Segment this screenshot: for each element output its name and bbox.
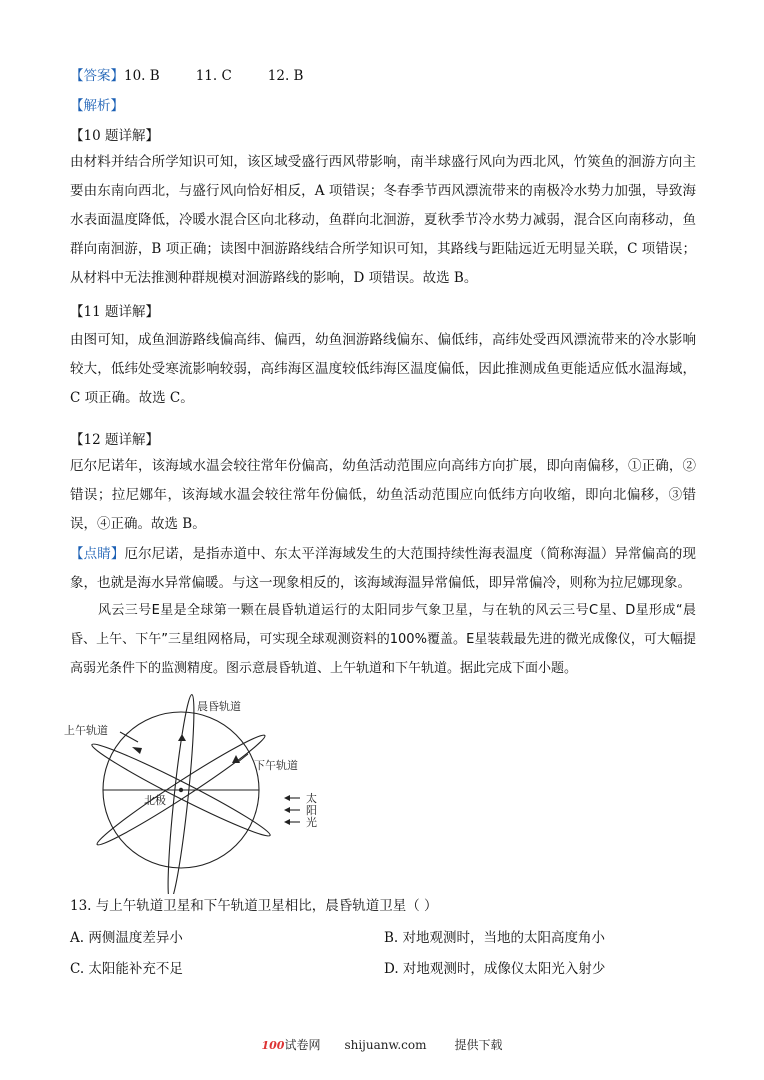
material-paragraph: 风云三号E星是全球第一颗在晨昏轨道运行的太阳同步气象卫星，与在轨的风云三号C星、D星形成“晨昏、上午、下午”三星组网格局，可实现全球观测资料的100%覆盖。E星装载最先进的微光成像仪，可大幅提高弱光条件下的监测精度。图示意晨昏轨道、上午轨道和下午轨道。据此完成下面小题。 [70,603,696,676]
q11-explanation: 由图可知，成鱼洄游路线偏高纬、偏西，幼鱼洄游路线偏东、偏低纬，高纬处受西风漂流带来的冷水影响较大，低纬处受寒流影响较弱，高纬海区温度较低纬海区温度偏低，因此推测成鱼更能适应低水温海域，C 项正确。故选 C。 [70,332,696,406]
dawn-dusk-orbit-arrow [178,734,186,741]
north-pole-dot [179,788,183,792]
q12-explanation: 厄尔尼诺年，该海域水温会较往常年份偏高，幼鱼活动范围应向高纬方向扩展，即向南偏移，①正确，②错误；拉尼娜年，该海域水温会较往常年份偏低，幼鱼活动范围应向低纬方向收缩，即向北偏移，③错误，④正确。故选 B。 [70,458,696,532]
label-sunlight-3: 光 [306,816,317,829]
footer-download: 提供下载 [454,1038,503,1052]
q13-option-a[interactable]: A. 两侧温度差异小 [70,930,183,946]
sun-arrowhead-3 [284,819,290,825]
q13-option-c[interactable]: C. 太阳能补充不足 [70,961,183,977]
q10-heading: 【10 题详解】 [70,128,159,144]
dawn-dusk-orbit [163,694,199,894]
tip-paragraph [70,540,696,598]
footer-site-name: 试卷网 [284,1038,321,1052]
answer-label: 【答案】 [70,68,124,84]
footer-logo: 100 [261,1039,285,1052]
orbit-diagram [60,694,360,894]
afternoon-orbit-arrow [232,755,240,763]
analysis-label: 【解析】 [70,98,124,114]
answer-11: 11. C [195,68,232,84]
answer-12: 12. B [267,68,304,84]
page-footer [0,1036,764,1053]
q12-heading: 【12 题详解】 [70,432,159,448]
label-sunlight-1: 太 [306,792,317,805]
sun-arrowhead-2 [284,807,290,813]
tip-label: 【点睛】 [70,546,125,562]
label-dawn-dusk-orbit: 晨昏轨道 [197,700,241,713]
q13-option-b[interactable]: B. 对地观测时，当地的太阳高度角小 [384,930,606,946]
morning-orbit-arrow [132,747,142,754]
label-morning-orbit: 上午轨道 [64,724,108,737]
label-afternoon-orbit: 下午轨道 [254,759,298,772]
q11-heading: 【11 题详解】 [70,304,159,320]
sun-arrowhead-1 [284,795,290,801]
answer-10: 10. B [124,68,160,84]
q10-explanation: 由材料并结合所学知识可知，该区域受盛行西风带影响，南半球盛行风向为西北风，竹筴鱼的洄游方向主要由东南向西北，与盛行风向恰好相反，A 项错误；冬春季节西风漂流带来的南极冷水势力加强，导致海水表面温度降低，冷暖水混合区向北移动，鱼群向北洄游，夏秋季节冷水势力减弱，混合区向南移动，鱼群向南洄游，B 项正确；读图中洄游路线结合所学知识可知，其路线与距陆远近无明显关联，C 项错误；从材料中无法推测种群规模对洄游路线的影响，D 项错误。故选 B。 [70,154,696,286]
label-north-pole: 北极 [144,794,166,807]
label-sunlight-2: 阳 [306,804,317,817]
tip-text: 厄尔尼诺，是指赤道中、东太平洋海域发生的大范围持续性海表温度（简称海温）异常偏高的现象，也就是海水异常偏暖。与这一现象相反的，该海域海温异常偏低，即异常偏冷，则称为拉尼娜现象。 [70,546,697,591]
q13-option-d[interactable]: D. 对地观测时，成像仪太阳光入射少 [384,961,606,977]
footer-domain[interactable]: shijuanw.com [344,1038,427,1052]
q13-stem: 13. 与上午轨道卫星和下午轨道卫星相比，晨昏轨道卫星（ ） [70,898,438,914]
answer-line [70,64,303,84]
